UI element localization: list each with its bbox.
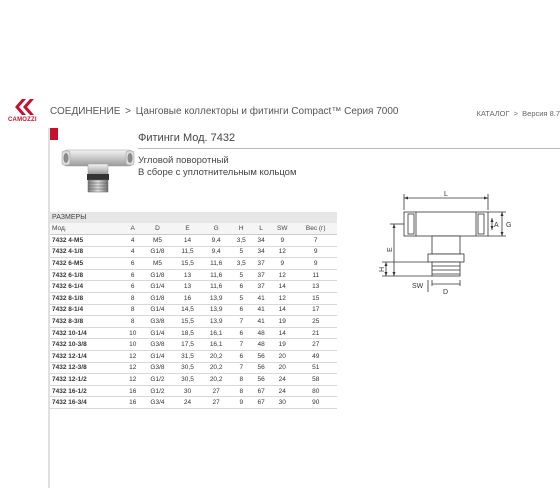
table-cell: 20,2 bbox=[202, 374, 231, 386]
model-cell: 7432 16-3/4 bbox=[50, 397, 124, 409]
table-cell: 9 bbox=[294, 246, 337, 258]
table-cell: 27 bbox=[294, 339, 337, 351]
table-body bbox=[50, 235, 337, 409]
table-cell: 11,6 bbox=[202, 269, 231, 281]
table-cell: 13 bbox=[294, 281, 337, 293]
table-cell: 6 bbox=[230, 281, 252, 293]
table-cell: 6 bbox=[124, 269, 142, 281]
table-cell: 7 bbox=[230, 316, 252, 328]
camozzi-logo-icon bbox=[14, 98, 36, 116]
model-cell: 7432 16-1/2 bbox=[50, 385, 124, 397]
table-cell: G1/2 bbox=[142, 385, 173, 397]
table-cell: 11 bbox=[294, 269, 337, 281]
table-cell: M5 bbox=[142, 258, 173, 270]
table-cell: 27 bbox=[202, 385, 231, 397]
table-cell: 67 bbox=[252, 397, 270, 409]
breadcrumb-path[interactable]: Цанговые коллекторы и фитинги Compact™ Серия 7000 bbox=[135, 106, 399, 117]
table-cell: 25 bbox=[294, 316, 337, 328]
table-cell: 5 bbox=[230, 269, 252, 281]
table-cell: 13 bbox=[173, 269, 202, 281]
diagram-label-g: G bbox=[506, 222, 512, 229]
table-header-cell: E bbox=[173, 223, 202, 235]
table-cell: 48 bbox=[252, 339, 270, 351]
table-cell: 49 bbox=[294, 350, 337, 362]
table-cell: 27 bbox=[202, 397, 231, 409]
table-row bbox=[50, 304, 337, 316]
table-cell: 14 bbox=[270, 304, 294, 316]
table-cell: 6 bbox=[230, 327, 252, 339]
diagram-label-h: H bbox=[379, 266, 386, 272]
table-cell: G1/8 bbox=[142, 269, 173, 281]
table-cell: 6 bbox=[230, 350, 252, 362]
dimensions-table bbox=[50, 212, 337, 409]
table-cell: 90 bbox=[294, 397, 337, 409]
table-row bbox=[50, 374, 337, 386]
table-row bbox=[50, 350, 337, 362]
model-cell: 7432 12-1/4 bbox=[50, 350, 124, 362]
model-cell: 7432 4-1/8 bbox=[50, 246, 124, 258]
table-cell: 7 bbox=[230, 362, 252, 374]
table-cell: 3,5 bbox=[230, 235, 252, 247]
table-cell: 9 bbox=[294, 258, 337, 270]
brand-name: CAMOZZI bbox=[8, 117, 37, 123]
model-cell: 7432 8-1/4 bbox=[50, 304, 124, 316]
model-cell: 7432 10-3/8 bbox=[50, 339, 124, 351]
model-cell: 7432 4-M5 bbox=[50, 235, 124, 247]
table-cell: 31,5 bbox=[173, 350, 202, 362]
table-cell: 20 bbox=[270, 362, 294, 374]
table-cell: 6 bbox=[124, 258, 142, 270]
product-description bbox=[138, 155, 297, 179]
table-cell: G1/4 bbox=[142, 350, 173, 362]
table-cell: 15 bbox=[294, 292, 337, 304]
breadcrumb-section[interactable]: СОЕДИНЕНИЕ bbox=[50, 106, 121, 117]
table-cell: 30 bbox=[270, 397, 294, 409]
table-cell: 30 bbox=[173, 385, 202, 397]
table-cell: 8 bbox=[230, 385, 252, 397]
table-cell: 20,2 bbox=[202, 350, 231, 362]
table-row bbox=[50, 397, 337, 409]
table-cell: 12 bbox=[124, 374, 142, 386]
table-cell: 9 bbox=[270, 258, 294, 270]
table-cell: 16 bbox=[124, 385, 142, 397]
table-cell: 7 bbox=[294, 235, 337, 247]
table-cell: 56 bbox=[252, 350, 270, 362]
table-cell: M5 bbox=[142, 235, 173, 247]
table-cell: 5 bbox=[230, 246, 252, 258]
table-cell: 6 bbox=[230, 304, 252, 316]
table-cell: 16 bbox=[173, 292, 202, 304]
catalog-version-label: Версия 8.7 bbox=[522, 109, 560, 118]
table-cell: 12 bbox=[270, 246, 294, 258]
table-row bbox=[50, 258, 337, 270]
table-cell: G3/8 bbox=[142, 362, 173, 374]
diagram-label-e: E bbox=[387, 247, 394, 252]
table-cell: 11,6 bbox=[202, 258, 231, 270]
diagram-label-sw: SW bbox=[412, 283, 424, 290]
table-header-cell: Вес (г) bbox=[294, 223, 337, 235]
table-header-cell: SW bbox=[270, 223, 294, 235]
table-cell: 8 bbox=[124, 316, 142, 328]
table-cell: 16,1 bbox=[202, 327, 231, 339]
table-cell: 80 bbox=[294, 385, 337, 397]
table-cell: 37 bbox=[252, 281, 270, 293]
table-cell: 9 bbox=[230, 397, 252, 409]
table-cell: 41 bbox=[252, 316, 270, 328]
table-cell: G1/8 bbox=[142, 292, 173, 304]
table-cell: 9,4 bbox=[202, 235, 231, 247]
technical-drawing bbox=[372, 188, 532, 298]
table-cell: 10 bbox=[124, 327, 142, 339]
table-cell: 51 bbox=[294, 362, 337, 374]
table-cell: 11,6 bbox=[202, 281, 231, 293]
table-cell: G1/2 bbox=[142, 374, 173, 386]
table-cell: 34 bbox=[252, 246, 270, 258]
model-cell: 7432 10-1/4 bbox=[50, 327, 124, 339]
table-cell: 9 bbox=[270, 235, 294, 247]
table-cell: 41 bbox=[252, 304, 270, 316]
table-header-row bbox=[50, 223, 337, 235]
model-cell: 7432 6-1/4 bbox=[50, 281, 124, 293]
table-header-cell: Мод. bbox=[50, 223, 124, 235]
product-title: Фитинги Мод. 7432 bbox=[138, 132, 236, 144]
table-cell: 67 bbox=[252, 385, 270, 397]
table-cell: 16 bbox=[124, 397, 142, 409]
table-row bbox=[50, 327, 337, 339]
table-cell: 14 bbox=[270, 327, 294, 339]
table-row bbox=[50, 316, 337, 328]
table-cell: 41 bbox=[252, 292, 270, 304]
table-cell: 11,5 bbox=[173, 246, 202, 258]
model-cell: 7432 6-M5 bbox=[50, 258, 124, 270]
table-cell: 20,2 bbox=[202, 362, 231, 374]
table-cell: G1/8 bbox=[142, 246, 173, 258]
table-cell: G1/4 bbox=[142, 327, 173, 339]
table-row bbox=[50, 385, 337, 397]
table-cell: 48 bbox=[252, 327, 270, 339]
table-cell: 3,5 bbox=[230, 258, 252, 270]
table-cell: G3/8 bbox=[142, 339, 173, 351]
table-cell: 56 bbox=[252, 362, 270, 374]
table-cell: G1/4 bbox=[142, 304, 173, 316]
table-cell: 14,5 bbox=[173, 304, 202, 316]
diagram-label-a: A bbox=[494, 222, 499, 229]
table-cell: 37 bbox=[252, 269, 270, 281]
table-cell: 16,1 bbox=[202, 339, 231, 351]
table-cell: 13,9 bbox=[202, 316, 231, 328]
title-rule bbox=[138, 148, 560, 149]
table-cell: 30,5 bbox=[173, 374, 202, 386]
table-cell: 12 bbox=[124, 362, 142, 374]
table-row bbox=[50, 235, 337, 247]
table-header-cell: G bbox=[202, 223, 231, 235]
table-cell: 17 bbox=[294, 304, 337, 316]
table-cell: 8 bbox=[124, 292, 142, 304]
table-cell: 10 bbox=[124, 339, 142, 351]
table-cell: 20 bbox=[270, 350, 294, 362]
model-cell: 7432 12-1/2 bbox=[50, 374, 124, 386]
table-cell: 30,5 bbox=[173, 362, 202, 374]
table-cell: 8 bbox=[230, 374, 252, 386]
camozzi-logo bbox=[8, 98, 48, 130]
model-cell: 7432 8-1/8 bbox=[50, 292, 124, 304]
table-cell: 19 bbox=[270, 339, 294, 351]
product-desc-line-2: В сборе с уплотнительным кольцом bbox=[138, 167, 297, 178]
table-row bbox=[50, 339, 337, 351]
table-cell: 12 bbox=[270, 292, 294, 304]
table-header-cell: L bbox=[252, 223, 270, 235]
table-row bbox=[50, 362, 337, 374]
table-cell: 4 bbox=[124, 235, 142, 247]
table-cell: G3/8 bbox=[142, 316, 173, 328]
model-cell: 7432 6-1/8 bbox=[50, 269, 124, 281]
table-cell: 19 bbox=[270, 316, 294, 328]
table-header-cell: D bbox=[142, 223, 173, 235]
table-cell: 4 bbox=[124, 246, 142, 258]
table-cell: 58 bbox=[294, 374, 337, 386]
table-cell: 12 bbox=[270, 269, 294, 281]
table-cell: 5 bbox=[230, 292, 252, 304]
table-header-cell: H bbox=[230, 223, 252, 235]
table-cell: 15,5 bbox=[173, 316, 202, 328]
model-cell: 7432 8-3/8 bbox=[50, 316, 124, 328]
fitting-photo bbox=[60, 142, 136, 194]
breadcrumb-separator: > bbox=[125, 106, 132, 117]
table-cell: 13,9 bbox=[202, 292, 231, 304]
table-cell: 13,9 bbox=[202, 304, 231, 316]
table-cell: 56 bbox=[252, 374, 270, 386]
table-cell: 6 bbox=[124, 281, 142, 293]
table-cell: 7 bbox=[230, 339, 252, 351]
table-row bbox=[50, 292, 337, 304]
diagram-label-l: L bbox=[444, 191, 448, 198]
table-row bbox=[50, 246, 337, 258]
table-cell: 13 bbox=[173, 281, 202, 293]
table-cell: G1/4 bbox=[142, 281, 173, 293]
table-cell: 14 bbox=[270, 281, 294, 293]
model-cell: 7432 12-3/8 bbox=[50, 362, 124, 374]
product-desc-line-1: Угловой поворотный bbox=[138, 155, 229, 166]
table-cell: 18,5 bbox=[173, 327, 202, 339]
table-cell: 34 bbox=[252, 235, 270, 247]
section-accent-bar bbox=[50, 128, 58, 140]
table-cell: 17,5 bbox=[173, 339, 202, 351]
table-cell: 21 bbox=[294, 327, 337, 339]
table-cell: 12 bbox=[124, 350, 142, 362]
breadcrumb bbox=[50, 106, 398, 117]
table-cell: 15,5 bbox=[173, 258, 202, 270]
table-cell: 8 bbox=[124, 304, 142, 316]
table-caption: РАЗМЕРЫ bbox=[50, 212, 337, 223]
table-cell: 24 bbox=[270, 374, 294, 386]
catalog-version bbox=[476, 109, 560, 118]
table-header-cell: A bbox=[124, 223, 142, 235]
table-cell: 24 bbox=[270, 385, 294, 397]
table-cell: 24 bbox=[173, 397, 202, 409]
diagram-label-d: D bbox=[443, 289, 449, 296]
table-row bbox=[50, 269, 337, 281]
catalog-link[interactable]: КАТАЛОГ bbox=[476, 109, 510, 118]
catalog-separator: > bbox=[513, 109, 519, 118]
table-cell: 14 bbox=[173, 235, 202, 247]
table-cell: G3/4 bbox=[142, 397, 173, 409]
table-row bbox=[50, 281, 337, 293]
table-cell: 9,4 bbox=[202, 246, 231, 258]
table-cell: 37 bbox=[252, 258, 270, 270]
